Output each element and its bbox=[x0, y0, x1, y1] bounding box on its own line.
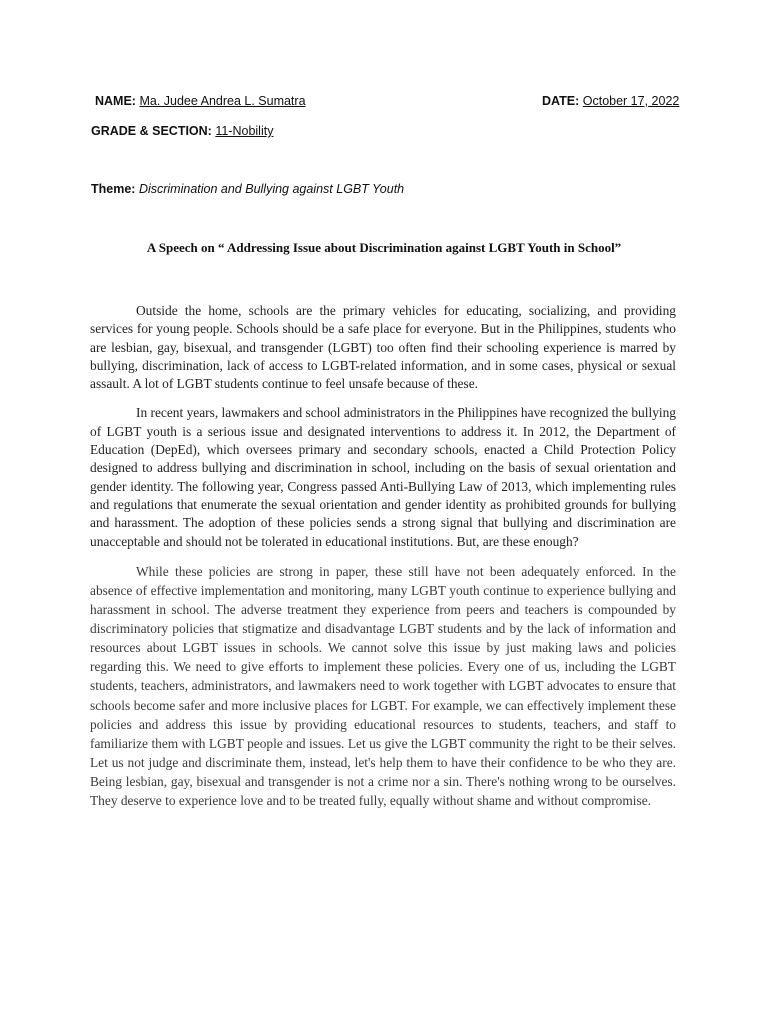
paragraph-2: In recent years, lawmakers and school administrators in the Philippines have recognized the bullying of LGBT youth is a serious issue and designated interventions to address it. In 2012, the Department of Education (DepEd), which oversees primary and secondary schools, enacted a Child Protection Policy designed to address bullying and discrimination in school, including on the basis of sexual orientation and gender identity. The following year, Congress passed Anti-Bullying Law of 2013, which implementing rules and regulations that enumerate the sexual orientation and gender identity as prohibited grounds for bullying and harassment. The adoption of these policies sends a strong signal that bullying and discrimination are unacceptable and should not be tolerated in educational institutions. But, are these enough? bbox=[90, 405, 676, 549]
grade-section-row bbox=[91, 124, 273, 138]
paragraph-3: While these policies are strong in paper, these still have not been adequately enforced. In the absence of effective implementation and monitoring, many LGBT youth continue to experience bullying and harassment in school. The adverse treatment they experience from peers and teachers is compounded by discriminatory policies that stigmatize and disadvantage LGBT students and by the lack of information and resources about LGBT issues in schools. We cannot solve this issue by just making laws and policies regarding this. We need to give efforts to implement these policies. Every one of us, including the LGBT students, teachers, administrators, and lawmakers need to work together with LGBT advocates to ensure that schools become safer and more inclusive places for LGBT. For example, we can effectively implement these policies and address this issue by providing educational resources to students, teachers, and staff to familiarize them with LGBT people and issues. Let us give the LGBT community the right to be their selves. Let us not judge and discriminate them, instead, let's help them to have their confidence to be who they are. Being lesbian, gay, bisexual and transgender is not a crime nor a sin. There's nothing wrong to be ourselves. They deserve to experience love and to be treated fully, equally without shame and without compromise. bbox=[90, 563, 676, 808]
paragraph-1: Outside the home, schools are the primary vehicles for educating, socializing, and providing services for young people. Schools should be a safe place for everyone. But in the Philippines, students who are lesbian, gay, bisexual, and transgender (LGBT) too often find their schooling experience is marred by bullying, discrimination, lack of access to LGBT-related information, and in some cases, physical or sexual assault. A lot of LGBT students continue to feel unsafe because of these. bbox=[90, 303, 676, 392]
theme-row bbox=[91, 182, 404, 196]
speech-body bbox=[90, 302, 676, 821]
grade-label: GRADE & SECTION: bbox=[91, 124, 212, 138]
name-row bbox=[95, 94, 306, 108]
speech-title: A Speech on “ Addressing Issue about Discrimination against LGBT Youth in School” bbox=[146, 240, 622, 255]
name-label: NAME: bbox=[95, 94, 136, 108]
theme-label: Theme: bbox=[91, 182, 136, 196]
date-label: DATE: bbox=[542, 94, 580, 108]
date-row bbox=[542, 94, 679, 108]
grade-value: 11-Nobility bbox=[215, 124, 274, 138]
theme-value: Discrimination and Bullying against LGBT Youth bbox=[138, 182, 405, 196]
name-value: Ma. Judee Andrea L. Sumatra bbox=[139, 94, 306, 108]
date-value: October 17, 2022 bbox=[582, 94, 680, 108]
